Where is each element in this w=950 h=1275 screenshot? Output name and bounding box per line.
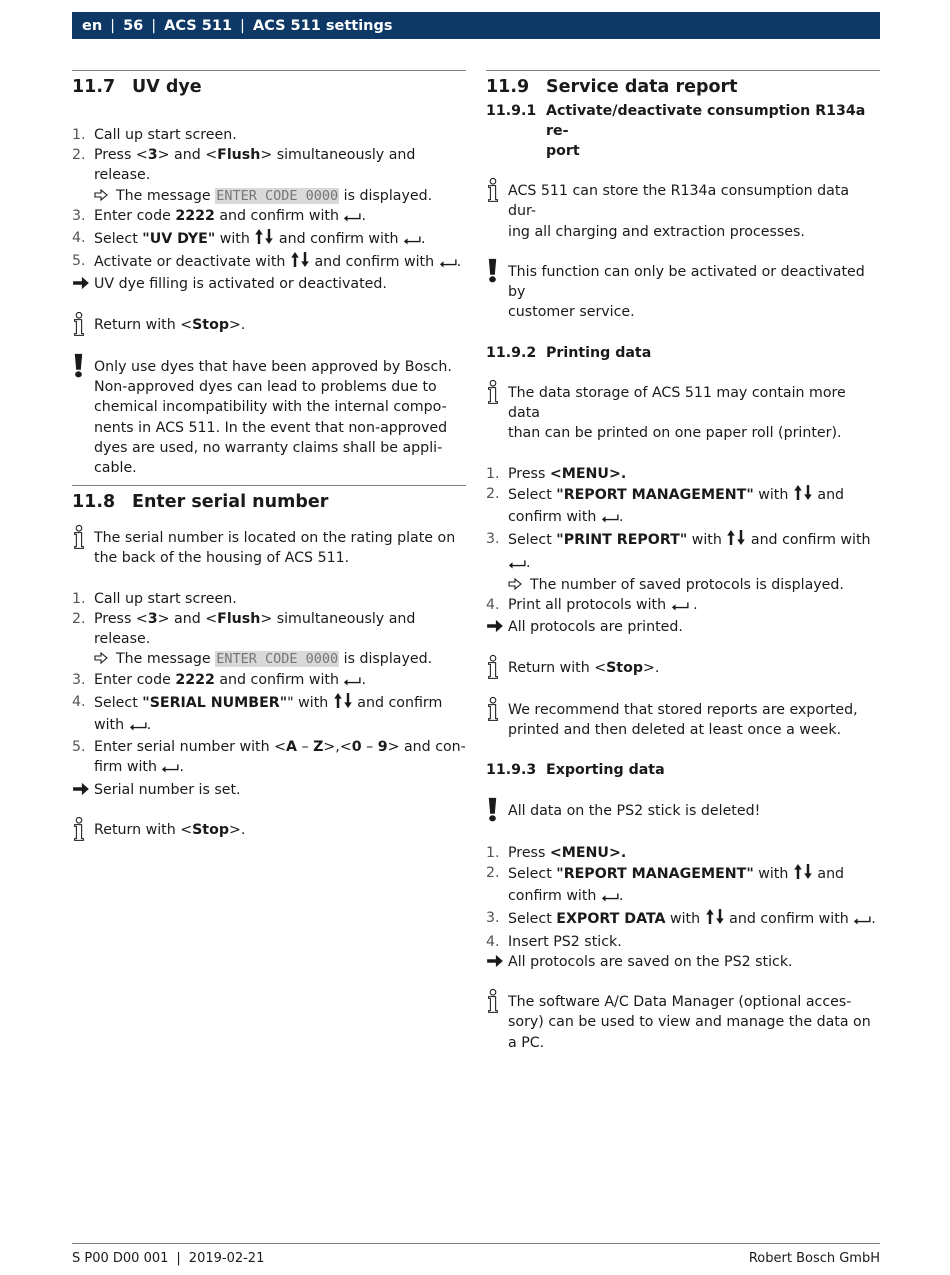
arrow-up-icon	[333, 692, 343, 715]
display-message: ENTER CODE 0000	[216, 651, 339, 668]
sub-result-arrow-icon	[94, 649, 116, 669]
info-note: ACS 511 can store the R134a consumption data dur- ing all charging and extraction processes.	[486, 181, 880, 242]
enter-key-icon	[853, 911, 871, 931]
enter-key-icon	[439, 254, 457, 274]
result-line: Serial number is set.	[72, 780, 466, 800]
footer-company: Robert Bosch GmbH	[748, 1251, 880, 1266]
header-lang: en	[82, 17, 103, 34]
subsection-heading-11-9-3: 11.9.3 Exporting data	[486, 762, 665, 779]
list-item: 1. Press <MENU>.	[486, 465, 627, 482]
sub-result-arrow-icon	[94, 186, 116, 206]
list-item: 1. Call up start screen.	[72, 590, 237, 607]
list-item: 3. Enter code 2222 and confirm with .	[72, 670, 466, 692]
arrow-down-icon	[343, 692, 353, 715]
result-arrow-icon	[72, 780, 94, 800]
list-item: 1. Press <MENU>.	[486, 844, 627, 861]
arrow-up-icon	[254, 228, 264, 251]
footer-date: 2019-02-21	[188, 1251, 265, 1266]
info-icon	[486, 181, 508, 242]
warning-note: All data on the PS2 stick is deleted!	[486, 801, 880, 823]
result-line: UV dye filling is activated or deactivated.	[72, 274, 466, 294]
sub-result: The message ENTER CODE 0000 is displayed.	[72, 649, 466, 669]
info-icon	[486, 658, 508, 680]
warning-icon	[486, 801, 508, 823]
warning-note: This function can only be activated or deactivated by customer service.	[486, 262, 880, 323]
enter-key-icon	[161, 759, 179, 779]
warning-icon	[72, 357, 94, 478]
subsection-heading-11-9-1: 11.9.1 Activate/deactivate consumption R134a re- port	[486, 103, 866, 159]
info-note: Return with <Stop>.	[72, 315, 466, 337]
arrow-down-icon	[803, 863, 813, 886]
arrow-up-icon	[290, 251, 300, 274]
list-item: 4. Select "UV DYE" with and confirm with .	[72, 228, 466, 251]
list-item: 2. Select "REPORT MANAGEMENT" with and confirm with .	[486, 863, 880, 908]
warning-note: Only use dyes that have been approved by Bosch. Non-approved dyes can lead to problems due to chemical incompatibility with the internal compo- nents in ACS 511. In the event that non-approved dyes are used, no warranty claims shall be appli- cable.	[72, 357, 466, 478]
header-separator: |	[110, 17, 116, 34]
enter-key-icon	[601, 509, 619, 529]
arrow-up-icon	[726, 529, 736, 552]
right-column	[486, 70, 880, 1053]
arrow-up-icon	[793, 863, 803, 886]
result-arrow-icon	[486, 952, 508, 972]
enter-key-icon	[403, 231, 421, 251]
list-item: 3. Select EXPORT DATA with and confirm with .	[486, 908, 880, 931]
arrow-down-icon	[300, 251, 310, 274]
enter-key-icon	[508, 555, 526, 575]
enter-key-icon	[343, 208, 361, 228]
footer-doc-info: S P00 D00 001 | 2019-02-21	[72, 1251, 265, 1266]
info-icon	[72, 528, 94, 568]
result-arrow-icon	[72, 274, 94, 294]
enter-key-icon	[129, 717, 147, 737]
section-heading-11-8: 11.8 Enter serial number	[72, 492, 329, 513]
arrow-up-icon	[793, 484, 803, 507]
page-header	[72, 12, 880, 39]
subsection-heading-11-9-2: 11.9.2 Printing data	[486, 344, 652, 361]
info-note: The software A/C Data Manager (optional acces- sory) can be used to view and manage the data on a PC.	[486, 992, 880, 1053]
info-icon	[72, 820, 94, 842]
info-note: Return with <Stop>.	[72, 820, 466, 842]
list-item: 3. Select "PRINT REPORT" with and confirm with .	[486, 529, 880, 574]
enter-key-icon	[343, 672, 361, 692]
info-icon	[486, 383, 508, 444]
list-item: 4. Insert PS2 stick.	[486, 933, 622, 950]
info-note: The serial number is located on the rating plate on the back of the housing of ACS 511.	[72, 528, 466, 568]
sub-result: The number of saved protocols is displayed.	[486, 575, 880, 595]
list-item: 5. Enter serial number with <A – Z>,<0 – 9> and con- firm with .	[72, 737, 466, 779]
left-column	[72, 70, 466, 842]
header-section: ACS 511 settings	[252, 17, 393, 34]
info-icon	[486, 992, 508, 1053]
footer-rule	[72, 1243, 880, 1244]
arrow-down-icon	[803, 484, 813, 507]
section-rule	[72, 485, 466, 486]
info-icon	[72, 315, 94, 337]
list-item: 4. Select "SERIAL NUMBER"" with and confirm with .	[72, 692, 466, 737]
result-arrow-icon	[486, 617, 508, 637]
list-item: 2. Press <3> and <Flush> simultaneously and release.	[72, 611, 416, 648]
section-rule	[72, 70, 466, 71]
header-separator: |	[240, 17, 245, 34]
enter-key-icon	[601, 888, 619, 908]
display-message: ENTER CODE 0000	[216, 187, 339, 204]
section-heading-11-7: 11.7 UV dye	[72, 77, 202, 97]
arrow-down-icon	[264, 228, 274, 251]
warning-icon	[486, 262, 508, 323]
header-product: ACS 511	[164, 17, 233, 34]
list-item: 3. Enter code 2222 and confirm with .	[72, 206, 466, 228]
arrow-up-icon	[705, 908, 715, 931]
header-separator: |	[151, 17, 157, 34]
info-note: We recommend that stored reports are exported, printed and then deleted at least once a week.	[486, 700, 880, 740]
info-note: Return with <Stop>.	[486, 658, 880, 680]
section-heading-11-9: 11.9 Service data report	[486, 77, 738, 97]
list-item: 5. Activate or deactivate with and confirm with .	[72, 251, 466, 274]
arrow-down-icon	[715, 908, 725, 931]
header-page-number: 56	[123, 17, 144, 34]
info-icon	[486, 700, 508, 740]
list-item: 1. Call up start screen.	[72, 127, 237, 143]
sub-result: The message ENTER CODE 0000 is displayed.	[72, 186, 466, 206]
list-item: 2. Press <3> and <Flush> simultaneously and release.	[72, 147, 416, 184]
section-rule	[486, 70, 880, 71]
sub-result-arrow-icon	[508, 575, 530, 595]
info-note: The data storage of ACS 511 may contain more data than can be printed on one paper roll (printer).	[486, 383, 880, 444]
list-item: 2. Select "REPORT MANAGEMENT" with and confirm with .	[486, 484, 880, 529]
arrow-down-icon	[736, 529, 746, 552]
result-line: All protocols are printed.	[486, 617, 880, 637]
result-line: All protocols are saved on the PS2 stick.	[486, 952, 880, 972]
enter-key-icon	[671, 597, 689, 617]
list-item: 4. Print all protocols with .	[486, 595, 880, 617]
footer-doc-number: S P00 D00 001	[72, 1251, 169, 1266]
